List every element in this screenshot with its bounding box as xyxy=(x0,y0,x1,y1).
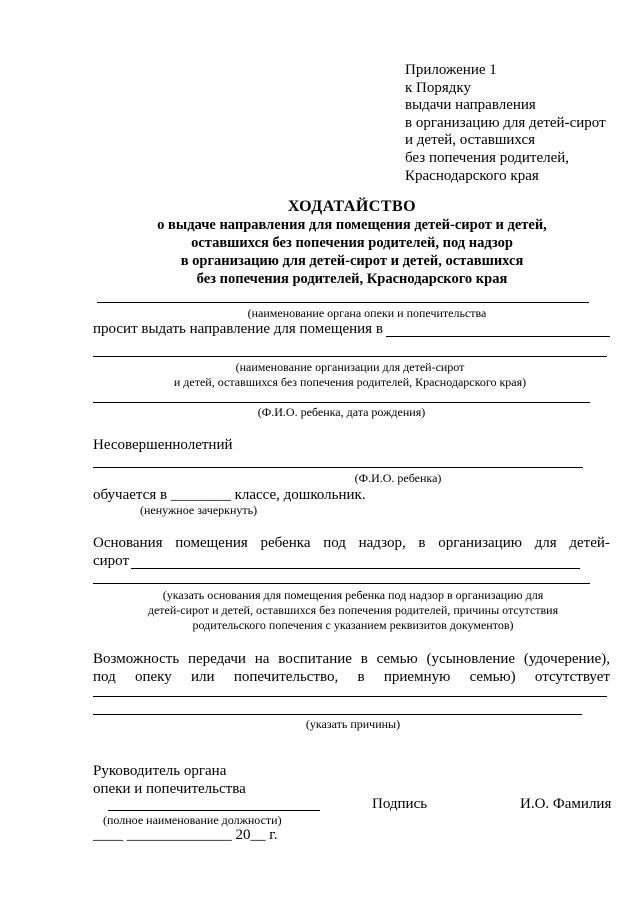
request-text: просит выдать направление для помещения в xyxy=(93,321,383,337)
study-suffix: классе, дошкольник. xyxy=(234,487,366,503)
appendix-line: выдачи направления xyxy=(405,97,536,114)
family-word: Возможность xyxy=(93,651,180,667)
appendix-block xyxy=(405,62,625,185)
appendix-line: без попечения родителей, xyxy=(405,149,570,166)
grounds-word: Основания xyxy=(93,535,163,551)
family-line-2 xyxy=(93,668,610,686)
grounds-blank-line-inline[interactable] xyxy=(131,568,580,569)
name-label: И.О. Фамилия xyxy=(520,796,612,812)
grounds-hint: детей-сирот и детей, оставшихся без попечения родителей, причины отсутствия xyxy=(147,603,559,617)
title-subline: о выдаче направления для помещения детей-сирот и детей, xyxy=(157,217,547,233)
family-line-1 xyxy=(93,650,610,668)
family-word: под xyxy=(93,669,116,685)
family-word: воспитание xyxy=(278,651,352,667)
grounds-word: надзор, xyxy=(358,535,406,551)
document-heading: ХОДАТАЙСТВО xyxy=(287,198,417,215)
title-subline: оставшихся без попечения родителей, под надзор xyxy=(191,235,513,251)
grounds-word: помещения xyxy=(175,535,248,551)
organization-blank-line-inline[interactable] xyxy=(386,336,610,337)
grounds-blank-line[interactable] xyxy=(93,583,590,584)
study-line xyxy=(93,486,366,504)
family-word: в xyxy=(357,669,365,685)
family-word: отсутствует xyxy=(534,669,610,685)
grounds-hint: родительского попечения с указанием реквизитов документов) xyxy=(192,618,514,632)
grounds-word: ребенка xyxy=(260,535,311,551)
date-line xyxy=(93,826,277,844)
family-word: попечительство, xyxy=(233,669,339,685)
family-word: или xyxy=(191,669,215,685)
grounds-hint: (указать основания для помещения ребенка под надзор в организацию для xyxy=(162,588,544,602)
family-word: опеку xyxy=(135,669,172,685)
appendix-line: в организацию для детей-сирот xyxy=(405,114,606,131)
guardianship-hint: (наименование органа опеки и попечительства xyxy=(247,306,487,320)
reasons-hint: (указать причины) xyxy=(305,717,401,731)
family-word: на xyxy=(254,651,270,667)
grounds-word: в xyxy=(418,535,426,551)
minor-name-blank-line[interactable] xyxy=(93,467,583,468)
minor-name-hint: (Ф.И.О. ребенка) xyxy=(354,471,442,485)
family-word: приемную xyxy=(383,669,451,685)
child-name-blank-line[interactable] xyxy=(93,402,590,403)
grounds-word: детей- xyxy=(569,535,610,551)
reasons-blank-line[interactable] xyxy=(93,714,582,715)
child-name-hint: (Ф.И.О. ребенка, дата рождения) xyxy=(257,405,426,419)
grounds-word: для xyxy=(534,535,557,551)
head-title-line: Руководитель органа xyxy=(93,763,227,779)
organization-hint: и детей, оставшихся без попечения родителей, Краснодарского края) xyxy=(173,375,527,389)
appendix-line: Краснодарского края xyxy=(405,167,539,184)
grounds-word: организацию xyxy=(438,535,522,551)
appendix-line: к Порядку xyxy=(405,79,471,96)
family-word: семью xyxy=(376,651,418,667)
family-word: передачи xyxy=(187,651,246,667)
document-title-block xyxy=(90,198,614,288)
guardianship-blank-line[interactable] xyxy=(97,302,589,303)
appendix-line: Приложение 1 xyxy=(405,62,497,78)
family-word: семью) xyxy=(469,669,516,685)
family-word: (усыновление xyxy=(426,651,516,667)
grade-blank[interactable]: ________ xyxy=(170,487,231,503)
title-subline: без попечения родителей, Краснодарского края xyxy=(196,271,508,287)
title-subline: в организацию для детей-сирот и детей, оставшихся xyxy=(180,253,524,269)
date-month-blank[interactable]: ______________ xyxy=(126,827,232,843)
head-title-line: опеки и попечительства xyxy=(93,781,246,797)
study-prefix: обучается в xyxy=(93,487,168,503)
minor-label: Несовершеннолетний xyxy=(93,437,233,453)
signature-label: Подпись xyxy=(372,796,428,812)
family-word: в xyxy=(360,651,368,667)
appendix-line: и детей, оставшихся xyxy=(405,132,536,149)
date-year: 20__ г. xyxy=(235,827,278,843)
reasons-blank-line[interactable] xyxy=(93,696,607,697)
position-blank-line[interactable] xyxy=(108,810,320,811)
grounds-word: под xyxy=(323,535,346,551)
family-word: (удочерение), xyxy=(523,651,610,667)
strike-hint: (ненужное зачеркнуть) xyxy=(140,503,258,517)
organization-hint: (наименование организации для детей-сирот xyxy=(235,360,465,374)
grounds-line xyxy=(93,534,610,552)
date-day-blank[interactable]: ____ xyxy=(93,827,123,843)
organization-blank-line[interactable] xyxy=(93,356,607,357)
grounds-second: сирот xyxy=(93,553,130,569)
position-hint: (полное наименование должности) xyxy=(103,813,282,827)
